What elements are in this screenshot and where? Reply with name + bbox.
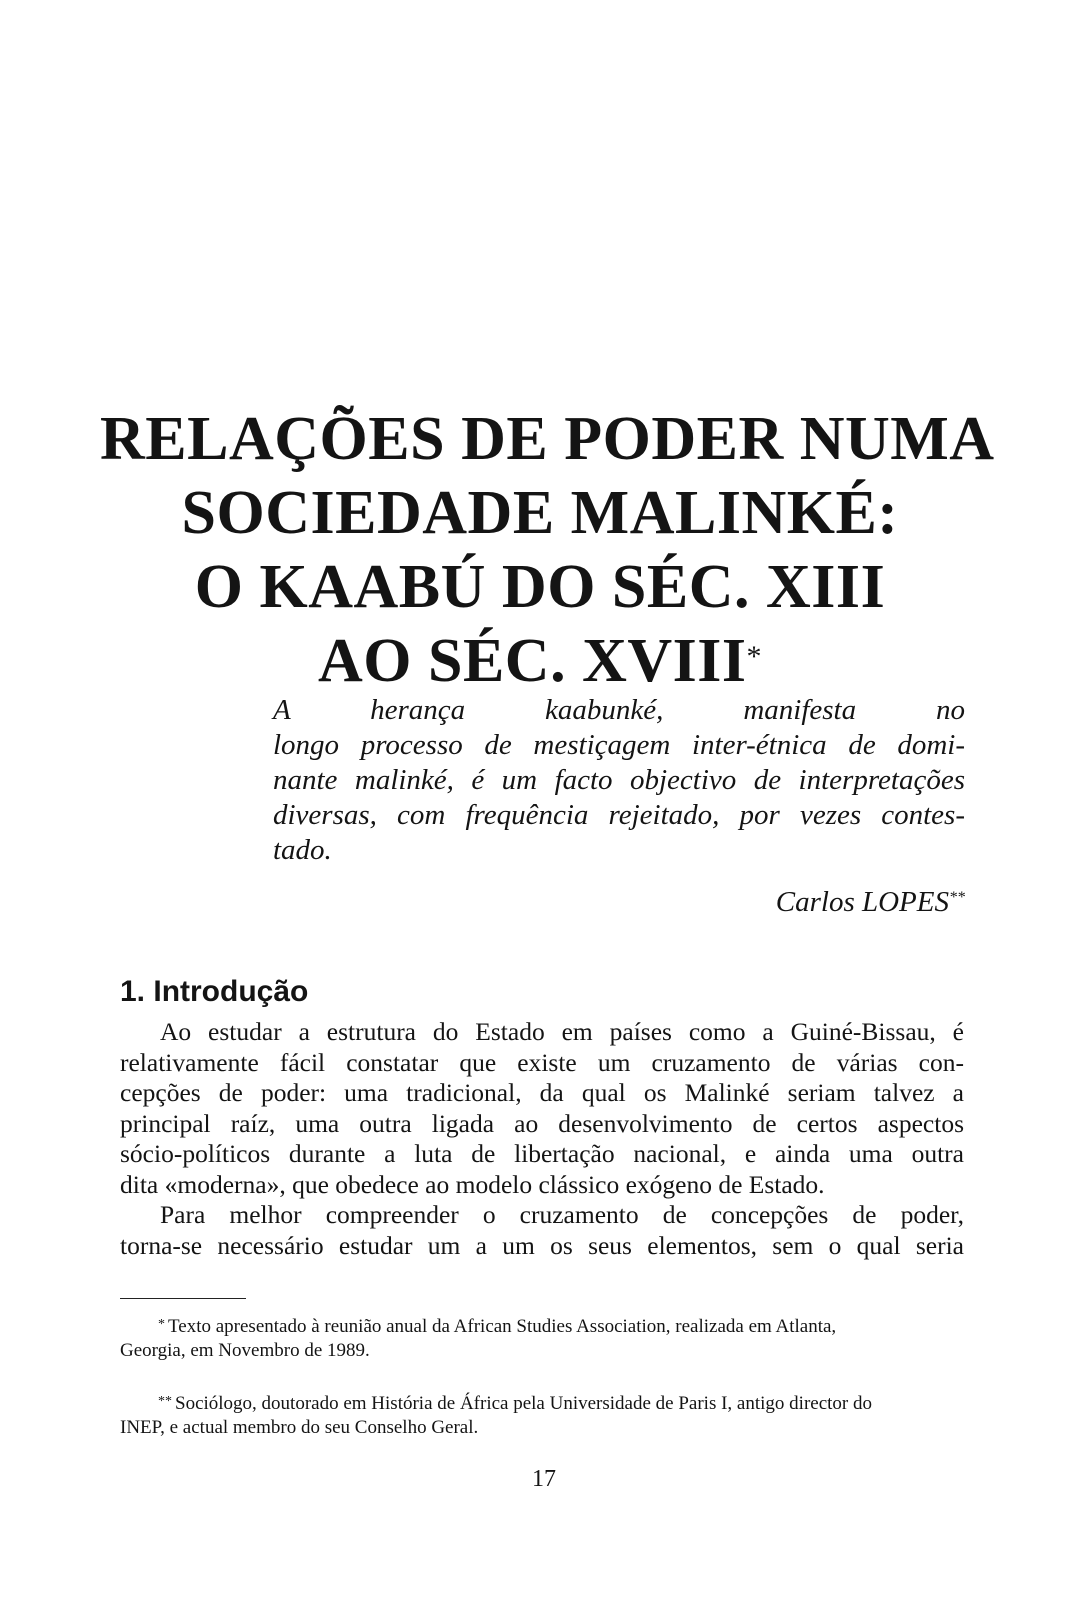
footnote-2 [120, 1392, 964, 1440]
epigraph-line-4: diversas, com frequência rejeitado, por vezes contes- [273, 799, 965, 831]
body-line-8: torna-se necessário estudar um a um os seus elementos, sem o qual seria [120, 1230, 964, 1260]
footnote-2-line-1 [120, 1392, 964, 1416]
footnote-1-text-1: Texto apresentado à reunião anual da African Studies Association, realizada em Atlanta, [168, 1316, 837, 1337]
epigraph-line-1: A herança kaabunké, manifesta no [273, 694, 965, 726]
body-line-4: principal raíz, uma outra ligada ao desenvolvimento de certos aspectos [120, 1108, 964, 1138]
footnote-1-line-2: Georgia, em Novembro de 1989. [120, 1340, 370, 1361]
body-line-7: Para melhor compreender o cruzamento de concepções de poder, [160, 1200, 964, 1229]
title-line-4-text: AO SÉC. XVIII [317, 626, 747, 695]
footnote-2-marker: ** [158, 1394, 172, 1409]
epigraph-line-5: tado. [273, 834, 332, 866]
page-number: 17 [532, 1466, 556, 1492]
title-line-3: O KAABÚ DO SÉC. XIII [194, 552, 886, 621]
title-line-4 [100, 624, 980, 698]
body-paragraphs [120, 1017, 964, 1261]
footnote-2-line-2: INEP, e actual membro do seu Conselho Geral. [120, 1417, 479, 1438]
footnote-1-marker: * [158, 1317, 165, 1332]
title-line-2: SOCIEDADE MALINKÉ: [181, 478, 899, 547]
epigraph-line-2: longo processo de mestiçagem inter-étnica de domi- [273, 729, 965, 761]
author-byline [776, 884, 965, 920]
footnote-divider [120, 1298, 246, 1299]
article-title [100, 402, 995, 698]
body-line-3: cepções de poder: uma tradicional, da qual os Malinké seriam talvez a [120, 1078, 964, 1107]
body-line-5: sócio-políticos durante a luta de libertação nacional, e ainda uma outra [120, 1139, 964, 1168]
title-footnote-marker: * [746, 639, 763, 673]
body-line-1: Ao estudar a estrutura do Estado em países como a Guiné-Bissau, é [160, 1017, 964, 1046]
section-heading: 1. Introdução [120, 974, 309, 1008]
author-name: Carlos LOPES [775, 886, 949, 918]
footnote-1 [120, 1315, 964, 1363]
epigraph [273, 693, 965, 868]
body-line-2: relativamente fácil constatar que existe um cruzamento de várias con- [120, 1047, 964, 1077]
author-footnote-marker: ** [949, 889, 965, 906]
epigraph-line-3: nante malinké, é um facto objectivo de interpretações [273, 764, 965, 796]
body-line-6: dita «moderna», que obedece ao modelo clássico exógeno de Estado. [120, 1169, 825, 1199]
footnote-1-line-1 [120, 1315, 964, 1339]
footnote-2-text-1: Sociólogo, doutorado em História de África pela Universidade de Paris I, antigo director do [175, 1393, 872, 1414]
title-line-1: RELAÇÕES DE PODER NUMA [100, 404, 995, 473]
